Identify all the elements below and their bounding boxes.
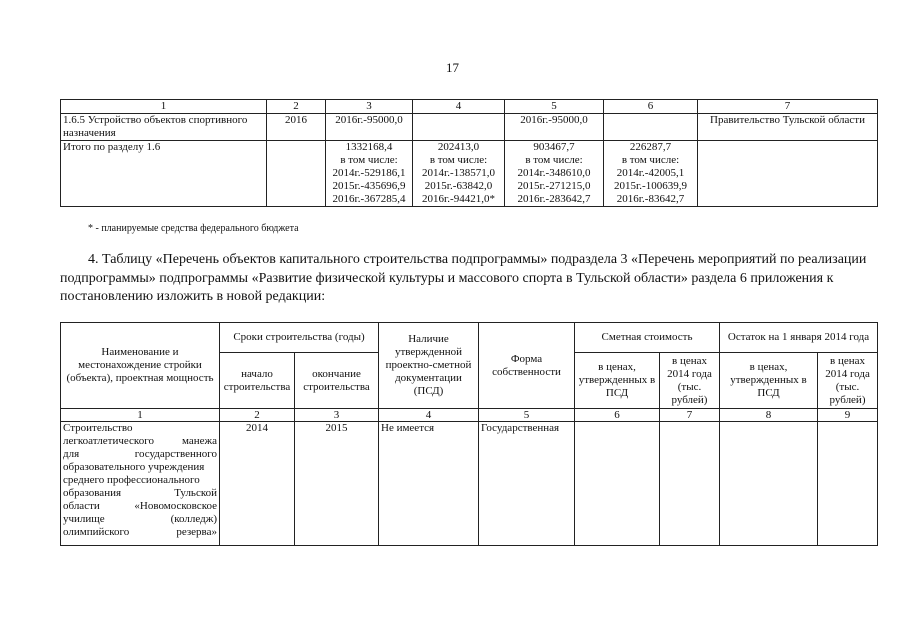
column-number: 8 [720, 409, 818, 422]
federal-cell: 202413,0 в том числе: 2014г.-138571,0 2015г.-63842,0 2016г.-94421,0* [413, 141, 505, 207]
psd-status: Не имеется [379, 422, 479, 546]
other-cell [604, 114, 698, 141]
column-number: 7 [660, 409, 720, 422]
other-cell: 226287,7 в том числе: 2014г.-42005,1 2015г.-100639,9 2016г.-83642,7 [604, 141, 698, 207]
column-number: 1 [61, 409, 220, 422]
column-number: 7 [698, 100, 878, 114]
total-cell: 1332168,4 в том числе: 2014г.-529186,1 2015г.-435696,9 2016г.-367285,4 [326, 141, 413, 207]
regional-cell: 2016г.-95000,0 [505, 114, 604, 141]
header-psd: Наличие утвержденной проектно-сметной документации (ПСД) [379, 323, 479, 409]
header-cost-psd: в ценах, утвержденных в ПСД [575, 353, 660, 409]
table-header-row [61, 100, 878, 114]
cost-2014-cell [660, 422, 720, 546]
footnote: * - планируемые средства федерального бюджета [88, 223, 299, 234]
object-name: Строительство легкоатлетического манежа для государственного образовательного учреждения среднего профессионального образования Тульской области «Новомосковское училище (колледж) олимпийского резерва» [61, 422, 220, 546]
ownership-form: Государственная [479, 422, 575, 546]
remainder-psd-cell [720, 422, 818, 546]
total-cell: 2016г.-95000,0 [326, 114, 413, 141]
column-number: 4 [379, 409, 479, 422]
construction-objects-table [60, 322, 878, 546]
activity-name: 1.6.5 Устройство объектов спортивного назначения [61, 114, 267, 141]
header-start: начало строительства [220, 353, 295, 409]
header-remainder-2014: в ценах 2014 года (тыс. рублей) [818, 353, 878, 409]
executor-cell [698, 141, 878, 207]
funding-table [60, 99, 878, 207]
header-remainder-psd: в ценах, утвержденных в ПСД [720, 353, 818, 409]
header-remainder: Остаток на 1 января 2014 года [720, 323, 878, 353]
cost-psd-cell [575, 422, 660, 546]
column-number: 5 [479, 409, 575, 422]
column-number: 3 [295, 409, 379, 422]
header-ownership: Форма собственности [479, 323, 575, 409]
table-row [61, 422, 878, 546]
header-name: Наименование и местонахождение стройки (объекта), проектная мощность [61, 323, 220, 409]
header-estimated-cost: Сметная стоимость [575, 323, 720, 353]
column-number: 5 [505, 100, 604, 114]
header-terms: Сроки строительства (годы) [220, 323, 379, 353]
header-row-1 [61, 323, 878, 353]
header-end: окончание строительства [295, 353, 379, 409]
column-number: 2 [220, 409, 295, 422]
column-number: 6 [575, 409, 660, 422]
table-row [61, 114, 878, 141]
regional-cell: 903467,7 в том числе: 2014г.-348610,0 2015г.-271215,0 2016г.-283642,7 [505, 141, 604, 207]
column-numbers-row [61, 409, 878, 422]
instruction-paragraph: 4. Таблицу «Перечень объектов капитального строительства подпрограммы» подраздела 3 «Перечень мероприятий по реализации подпрограммы» подпрограммы «Развитие физической культуры и массового спорта в Тульской области» раздела 6 приложения к постановлению изложить в новой редакции: [60, 252, 867, 304]
column-number: 9 [818, 409, 878, 422]
column-number: 3 [326, 100, 413, 114]
end-year: 2015 [295, 422, 379, 546]
year-cell: 2016 [267, 114, 326, 141]
header-cost-2014: в ценах 2014 года (тыс. рублей) [660, 353, 720, 409]
column-number: 6 [604, 100, 698, 114]
column-number: 2 [267, 100, 326, 114]
column-number: 4 [413, 100, 505, 114]
federal-cell [413, 114, 505, 141]
year-cell [267, 141, 326, 207]
total-label: Итого по разделу 1.6 [61, 141, 267, 207]
page-number: 17 [446, 60, 459, 75]
column-number: 1 [61, 100, 267, 114]
executor-cell: Правительство Тульской области [698, 114, 878, 141]
table-row-total [61, 141, 878, 207]
start-year: 2014 [220, 422, 295, 546]
remainder-2014-cell [818, 422, 878, 546]
